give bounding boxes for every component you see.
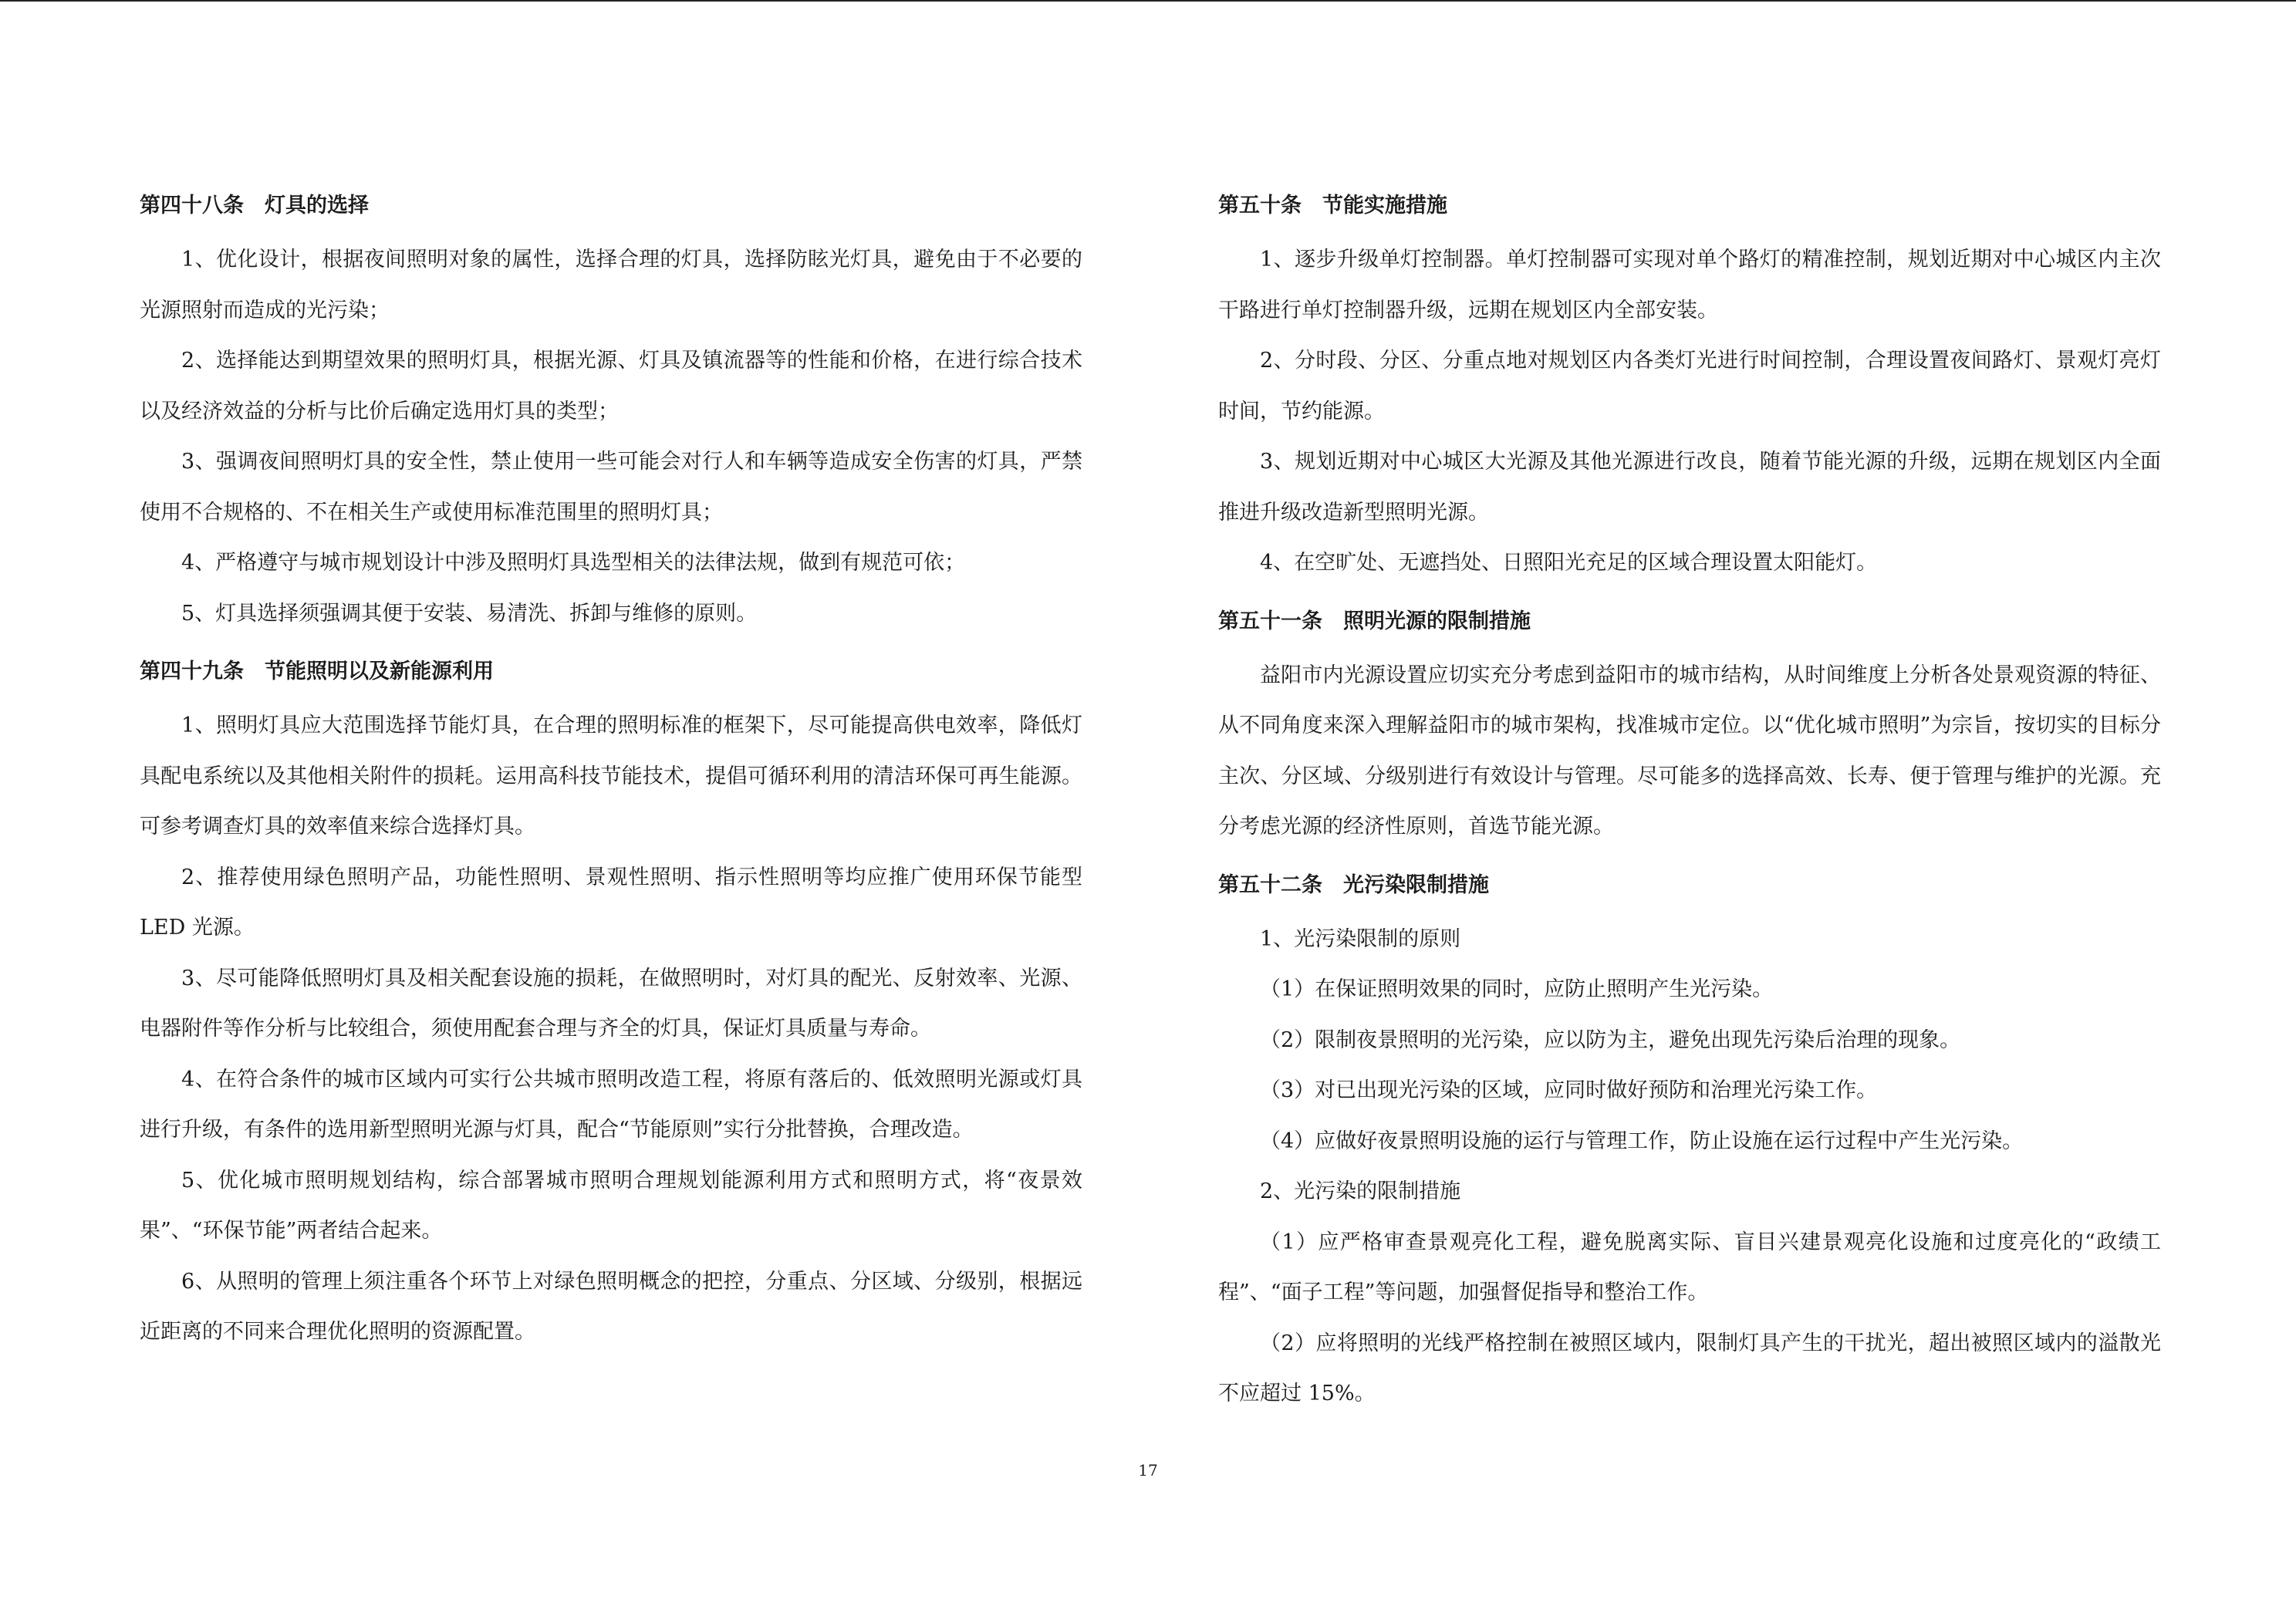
article-52-principle-3: （3）对已出现光污染的区域，应同时做好预防和治理光污染工作。	[1260, 1078, 1878, 1102]
right-column	[1218, 177, 2161, 1419]
article-51-heading: 第五十一条 照明光源的限制措施	[1218, 609, 1531, 633]
article-50-heading: 第五十条 节能实施措施	[1218, 194, 1447, 218]
article-52-subheading-2: 2、光污染的限制措施	[1260, 1179, 1461, 1203]
article-52-principle-4: （4）应做好夜景照明设施的运行与管理工作，防止设施在运行过程中产生光污染。	[1260, 1129, 2024, 1153]
article-48-heading: 第四十八条 灯具的选择	[140, 194, 369, 218]
article-48-item-4: 4、严格遵守与城市规划设计中涉及照明灯具选型相关的法律法规，做到有规范可依；	[181, 551, 966, 575]
article-49-heading: 第四十九条 节能照明以及新能源利用	[140, 660, 494, 683]
article-48-item-1: 1、优化设计，根据夜间照明对象的属性，选择合理的灯具，选择防眩光灯具，避免由于不必要的光源照射而造成的光污染；	[140, 248, 1082, 322]
article-52-principle-1: （1）在保证照明效果的同时，应防止照明产生光污染。	[1260, 977, 1774, 1001]
article-48-item-5: 5、灯具选择须强调其便于安装、易清洗、拆卸与维修的原则。	[181, 601, 758, 626]
article-49-item-2: 2、推荐使用绿色照明产品，功能性照明、景观性照明、指示性照明等均应推广使用环保节能型 LED 光源。	[140, 865, 1082, 940]
article-49-item-1: 1、照明灯具应大范围选择节能灯具，在合理的照明标准的框架下，尽可能提高供电效率，降低灯具配电系统以及其他相关附件的损耗。运用高科技节能技术，提倡可循环利用的清洁环保可再生能源。可参考调查灯具的效率值来综合选择灯具。	[140, 714, 1082, 838]
article-52-principle-2: （2）限制夜景照明的光污染，应以防为主，避免出现先污染后治理的现象。	[1260, 1027, 1961, 1052]
article-52-heading: 第五十二条 光污染限制措施	[1218, 872, 1489, 897]
left-column	[140, 177, 1082, 1358]
article-52-subheading-1: 1、光污染限制的原则	[1260, 926, 1461, 951]
article-52-measure-2: （2）应将照明的光线严格控制在被照区域内，限制灯具产生的干扰光，超出被照区域内的溢散光不应超过 15%。	[1218, 1331, 2161, 1405]
article-48-item-2: 2、选择能达到期望效果的照明灯具，根据光源、灯具及镇流器等的性能和价格，在进行综合技术以及经济效益的分析与比价后确定选用灯具的类型；	[140, 349, 1082, 423]
article-50-item-1: 1、逐步升级单灯控制器。单灯控制器可实现对单个路灯的精准控制，规划近期对中心城区内主次干路进行单灯控制器升级，远期在规划区内全部安装。	[1218, 248, 2161, 322]
article-49-item-3: 3、尽可能降低照明灯具及相关配套设施的损耗，在做照明时，对灯具的配光、反射效率、光源、电器附件等作分析与比较组合，须使用配套合理与齐全的灯具，保证灯具质量与寿命。	[140, 966, 1082, 1041]
article-50-item-3: 3、规划近期对中心城区大光源及其他光源进行改良，随着节能光源的升级，远期在规划区内全面推进升级改造新型照明光源。	[1218, 450, 2161, 525]
article-52-measure-1: （1）应严格审查景观亮化工程，避免脱离实际、盲目兴建景观亮化设施和过度亮化的“政绩工程”、“面子工程”等问题，加强督促指导和整治工作。	[1218, 1230, 2161, 1304]
top-border-line	[0, 0, 2296, 2]
article-49-item-4: 4、在符合条件的城市区域内可实行公共城市照明改造工程，将原有落后的、低效照明光源或灯具进行升级，有条件的选用新型照明光源与灯具，配合“节能原则”实行分批替换，合理改造。	[140, 1067, 1082, 1142]
article-51-paragraph: 益阳市内光源设置应切实充分考虑到益阳市的城市结构，从时间维度上分析各处景观资源的特征、从不同角度来深入理解益阳市的城市架构，找准城市定位。以“优化城市照明”为宗旨，按切实的目标分主次、分区域、分级别进行有效设计与管理。尽可能多的选择高效、长寿、便于管理与维护的光源。充分考虑光源的经济性原则，首选节能光源。	[1218, 663, 2161, 838]
article-49-item-6: 6、从照明的管理上须注重各个环节上对绿色照明概念的把控，分重点、分区域、分级别，根据远近距离的不同来合理优化照明的资源配置。	[140, 1269, 1082, 1344]
article-50-item-2: 2、分时段、分区、分重点地对规划区内各类灯光进行时间控制，合理设置夜间路灯、景观灯亮灯时间，节约能源。	[1218, 349, 2161, 423]
article-50-item-4: 4、在空旷处、无遮挡处、日照阳光充足的区域合理设置太阳能灯。	[1260, 551, 1878, 575]
article-49-item-5: 5、优化城市照明规划结构，综合部署城市照明合理规划能源利用方式和照明方式，将“夜景效果”、“环保节能”两者结合起来。	[140, 1168, 1082, 1243]
page-number: 17	[1138, 1461, 1158, 1480]
article-48-item-3: 3、强调夜间照明灯具的安全性，禁止使用一些可能会对行人和车辆等造成安全伤害的灯具，严禁使用不合规格的、不在相关生产或使用标准范围里的照明灯具；	[140, 450, 1082, 525]
